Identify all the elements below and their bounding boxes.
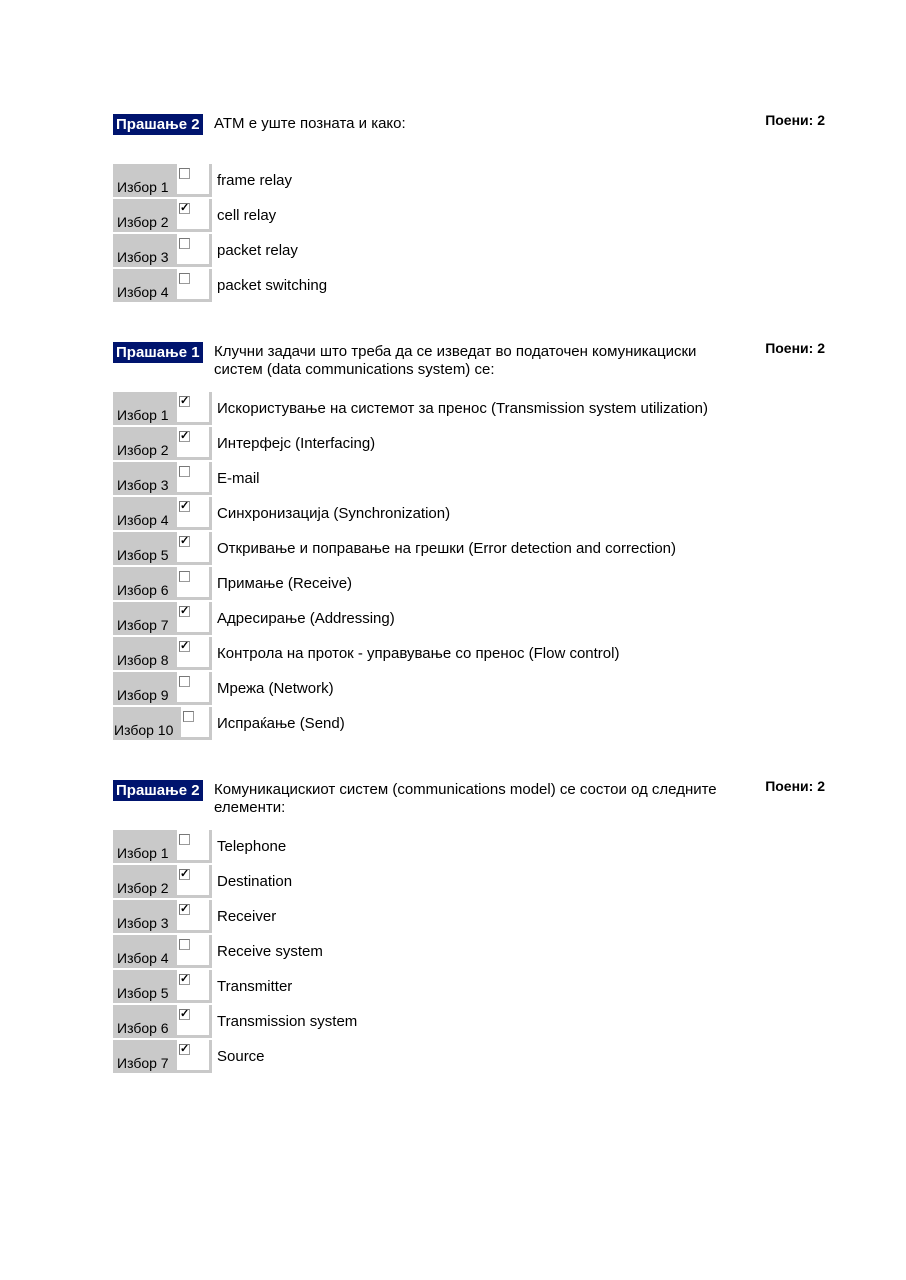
choice-text: Контрола на проток - управување со пренос (Flow control) (217, 645, 620, 662)
choice-checkbox-cell (177, 199, 212, 232)
choice-checkbox-checked[interactable]: ✓ (180, 395, 190, 407)
choice-text: Синхронизација (Synchronization) (217, 505, 451, 522)
choice-text: Откривање и поправање на грешки (Error detection and correction) (217, 540, 677, 557)
choice-checkbox-cell (177, 1040, 212, 1073)
choice-label: Избор 2 (113, 199, 177, 232)
question-block (113, 778, 825, 1071)
choice-checkbox[interactable] (179, 834, 190, 845)
question-number-badge: Прашање 2 (113, 114, 203, 135)
choice-label: Избор 7 (113, 1040, 177, 1073)
question-header (113, 114, 825, 140)
choice-label: Избор 10 (113, 707, 181, 740)
question-number-badge: Прашање 1 (113, 342, 203, 363)
question-points: Поени: 2 (765, 340, 825, 356)
choice-checkbox-cell (177, 935, 212, 968)
choice-label: Избор 3 (113, 900, 177, 933)
choice-text: frame relay (217, 172, 293, 189)
choice-checkbox-checked[interactable]: ✓ (180, 535, 190, 547)
choice-checkbox-cell (177, 462, 212, 495)
choice-label: Избор 7 (113, 602, 177, 635)
choice-checkbox-cell (177, 269, 212, 302)
choice-checkbox-checked[interactable]: ✓ (180, 1043, 190, 1055)
question-header (113, 778, 825, 816)
question-points: Поени: 2 (765, 778, 825, 794)
choice-checkbox-cell (181, 707, 212, 740)
choice-text: E-mail (217, 470, 260, 487)
choice-text: Transmission system (217, 1013, 358, 1030)
choice-label: Избор 3 (113, 234, 177, 267)
choice-checkbox[interactable] (183, 711, 194, 722)
choice-checkbox[interactable] (179, 939, 190, 950)
choice-label: Избор 4 (113, 497, 177, 530)
choice-label: Избор 1 (113, 164, 177, 197)
choice-checkbox[interactable] (179, 273, 190, 284)
choice-checkbox-cell (177, 427, 212, 460)
choice-checkbox-checked[interactable]: ✓ (180, 430, 190, 442)
choice-text: Destination (217, 873, 293, 890)
choice-label: Избор 6 (113, 567, 177, 600)
choice-checkbox-cell (177, 567, 212, 600)
choice-label: Избор 4 (113, 269, 177, 302)
choice-text: Испраќање (Send) (217, 715, 345, 732)
choice-label: Избор 6 (113, 1005, 177, 1038)
choice-text: Transmitter (217, 978, 293, 995)
choice-checkbox-checked[interactable]: ✓ (180, 973, 190, 985)
choice-checkbox[interactable] (179, 571, 190, 582)
choice-text: Receiver (217, 908, 277, 925)
question-number-badge: Прашање 2 (113, 780, 203, 801)
choice-checkbox-checked[interactable]: ✓ (180, 202, 190, 214)
choice-label: Избор 2 (113, 427, 177, 460)
choice-checkbox-checked[interactable]: ✓ (180, 903, 190, 915)
question-points: Поени: 2 (765, 112, 825, 128)
choice-checkbox-cell (177, 234, 212, 267)
choice-text: Receive system (217, 943, 323, 960)
choice-text: cell relay (217, 207, 277, 224)
choice-checkbox-cell (177, 1005, 212, 1038)
choice-text: Telephone (217, 838, 287, 855)
choice-checkbox-cell (177, 637, 212, 670)
choice-checkbox-cell (177, 672, 212, 705)
choice-text: packet switching (217, 277, 328, 294)
choice-checkbox-cell (177, 392, 212, 425)
question-block (113, 340, 825, 738)
choice-label: Избор 5 (113, 970, 177, 1003)
choice-label: Избор 4 (113, 935, 177, 968)
choice-checkbox[interactable] (179, 676, 190, 687)
choice-label: Избор 9 (113, 672, 177, 705)
choice-checkbox-cell (177, 602, 212, 635)
choice-checkbox[interactable] (179, 466, 190, 477)
choice-text: Адресирање (Addressing) (217, 610, 395, 627)
question-header (113, 340, 825, 378)
choice-label: Избор 2 (113, 865, 177, 898)
choice-text: Искористување на системот за пренос (Transmission system utilization) (217, 400, 709, 417)
choice-checkbox-cell (177, 970, 212, 1003)
choice-checkbox-checked[interactable]: ✓ (180, 640, 190, 652)
question-block (113, 112, 825, 300)
choice-text: packet relay (217, 242, 298, 259)
choice-checkbox-cell (177, 164, 212, 197)
choice-checkbox[interactable] (179, 168, 190, 179)
choice-text: Примање (Receive) (217, 575, 353, 592)
question-text: Клучни задачи што треба да се изведат во податочен комуникациски систем (data communications system) се: (214, 343, 697, 378)
choice-checkbox-cell (177, 830, 212, 863)
choice-checkbox-checked[interactable]: ✓ (180, 605, 190, 617)
choice-label: Избор 3 (113, 462, 177, 495)
choice-checkbox-checked[interactable]: ✓ (180, 500, 190, 512)
choice-label: Избор 5 (113, 532, 177, 565)
choice-checkbox-checked[interactable]: ✓ (180, 868, 190, 880)
choice-checkbox-cell (177, 497, 212, 530)
choice-text: Интерфејс (Interfacing) (217, 435, 376, 452)
choice-label: Избор 1 (113, 392, 177, 425)
question-text: ATM е уште позната и како: (214, 115, 406, 132)
choice-label: Избор 1 (113, 830, 177, 863)
choice-checkbox-cell (177, 865, 212, 898)
choice-label: Избор 8 (113, 637, 177, 670)
choice-checkbox-cell (177, 532, 212, 565)
choice-text: Source (217, 1048, 265, 1065)
choice-text: Мрежа (Network) (217, 680, 334, 697)
choice-checkbox-cell (177, 900, 212, 933)
choice-checkbox[interactable] (179, 238, 190, 249)
choice-checkbox-checked[interactable]: ✓ (180, 1008, 190, 1020)
question-text: Комуникацискиот систем (communications model) се состои од следните елементи: (214, 781, 717, 816)
